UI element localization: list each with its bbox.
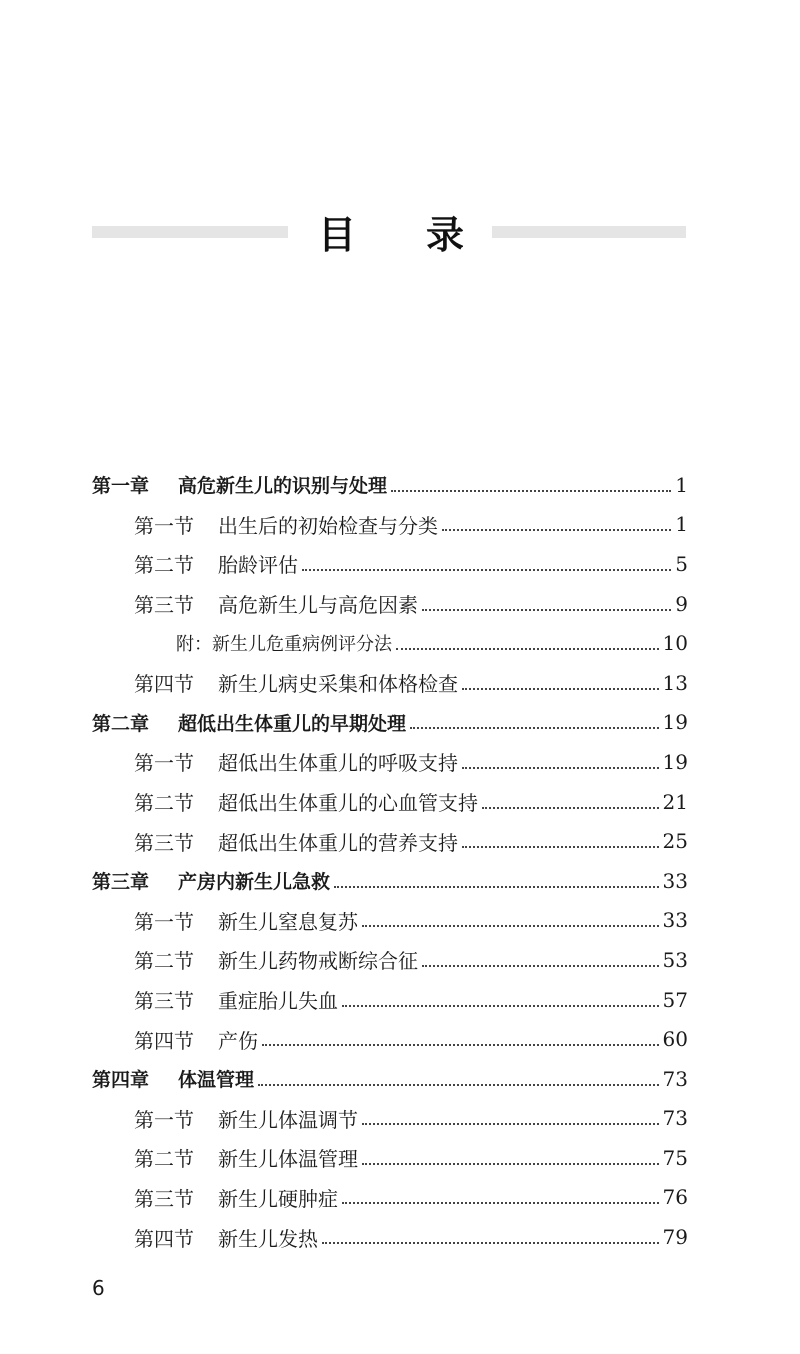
toc-entry-title: 新生儿窒息复苏 <box>218 909 358 934</box>
toc-leader-dots <box>462 846 659 848</box>
toc-entry-page: 33 <box>662 908 688 933</box>
toc-entry-section[interactable] <box>92 663 688 703</box>
toc-entry-title: 出生后的初始检查与分类 <box>218 513 438 538</box>
toc-entry-number: 第四章 <box>92 1069 150 1092</box>
title-bar-right <box>492 226 686 238</box>
toc-leader-dots <box>462 767 659 769</box>
toc-entry-title: 胎龄评估 <box>218 553 298 578</box>
toc-entry-page: 33 <box>662 868 688 893</box>
toc-entry-number: 第一章 <box>92 475 150 498</box>
toc-entry-number: 第三节 <box>134 1186 194 1211</box>
toc-entry-title: 重症胎儿失血 <box>218 989 338 1014</box>
toc-entry-section[interactable] <box>92 782 688 822</box>
toc-entry-number: 第三节 <box>134 593 194 618</box>
toc-entry-section[interactable] <box>92 1138 688 1178</box>
toc-title <box>92 205 686 257</box>
toc-entry-title: 新生儿体温管理 <box>218 1147 358 1172</box>
toc-entry-page: 60 <box>662 1027 688 1052</box>
toc-leader-dots <box>396 648 659 650</box>
toc-entry-page: 19 <box>662 710 688 735</box>
toc-entry-section[interactable] <box>92 505 688 545</box>
toc-entry-page: 53 <box>662 947 688 972</box>
toc-entry-section[interactable] <box>92 821 688 861</box>
toc-entry-title: 超低出生体重儿的心血管支持 <box>218 791 478 816</box>
toc-entry-number: 第四节 <box>134 1226 194 1251</box>
toc-entry-page: 73 <box>662 1106 688 1131</box>
toc-entry-section[interactable] <box>92 940 688 980</box>
toc-entry-title: 高危新生儿的识别与处理 <box>178 475 388 498</box>
toc-leader-dots <box>362 1123 659 1125</box>
toc-leader-dots <box>410 727 659 729</box>
toc-entry-page: 13 <box>662 670 688 695</box>
toc-entry-number: 第一节 <box>134 751 194 776</box>
toc-entry-title: 新生儿发热 <box>218 1226 318 1251</box>
toc-leader-dots <box>482 807 659 809</box>
toc-entry-section[interactable] <box>92 1178 688 1218</box>
toc-entry-section[interactable] <box>92 980 688 1020</box>
toc-entry-page: 5 <box>675 551 688 576</box>
toc-entry-chapter[interactable] <box>92 465 688 505</box>
toc-entry-section[interactable] <box>92 742 688 782</box>
toc-entry-number: 第二章 <box>92 712 150 735</box>
toc-entry-page: 1 <box>675 512 688 537</box>
toc-entry-title: 体温管理 <box>178 1069 255 1092</box>
toc-entry-title: 高危新生儿与高危因素 <box>218 593 418 618</box>
toc-entry-title: 超低出生体重儿的呼吸支持 <box>218 751 458 776</box>
toc-entry-number: 第二节 <box>134 791 194 816</box>
toc-leader-dots <box>342 1202 659 1204</box>
toc-entry-page: 73 <box>662 1066 688 1091</box>
toc-leader-dots <box>302 569 671 571</box>
toc-entry-page: 75 <box>662 1145 688 1170</box>
toc-entry-title: 产房内新生儿急救 <box>178 871 331 894</box>
toc-entry-number: 第二节 <box>134 1147 194 1172</box>
toc-entry-page: 25 <box>662 829 688 854</box>
toc-entry-appendix[interactable] <box>92 623 688 663</box>
toc-entry-chapter[interactable] <box>92 1059 688 1099</box>
toc-leader-dots <box>462 688 659 690</box>
toc-leader-dots <box>258 1084 659 1086</box>
toc-entry-page: 76 <box>662 1185 688 1210</box>
toc-entry-number: 第三章 <box>92 871 150 894</box>
toc-leader-dots <box>322 1242 659 1244</box>
toc-leader-dots <box>342 1005 659 1007</box>
toc-leader-dots <box>391 490 671 492</box>
toc-entry-section[interactable] <box>92 584 688 624</box>
toc-entry-chapter[interactable] <box>92 861 688 901</box>
toc-entry-page: 19 <box>662 749 688 774</box>
toc-entry-number: 第二节 <box>134 949 194 974</box>
page-number: 6 <box>92 1276 105 1300</box>
toc-entry-title: 新生儿体温调节 <box>218 1107 358 1132</box>
toc-leader-dots <box>262 1044 659 1046</box>
toc-leader-dots <box>422 965 659 967</box>
toc-entry-number: 第二节 <box>134 553 194 578</box>
toc-entry-section[interactable] <box>92 1019 688 1059</box>
toc-entry-number: 第四节 <box>134 672 194 697</box>
toc-entry-page: 57 <box>662 987 688 1012</box>
toc-leader-dots <box>362 1163 659 1165</box>
toc-entry-page: 79 <box>662 1225 688 1250</box>
page-title <box>318 205 464 257</box>
toc-entry-number: 第三节 <box>134 989 194 1014</box>
toc-entry-section[interactable] <box>92 901 688 941</box>
toc-leader-dots <box>362 925 659 927</box>
toc-entry-number: 第一节 <box>134 513 194 538</box>
toc-entry-number: 第三节 <box>134 830 194 855</box>
toc-entry-chapter[interactable] <box>92 703 688 743</box>
toc-entry-page: 10 <box>662 631 688 656</box>
toc-entry-title: 附：新生儿危重病例评分法 <box>176 634 392 656</box>
table-of-contents <box>92 465 688 1257</box>
title-bar-left <box>92 226 288 238</box>
toc-entry-title: 超低出生体重儿的营养支持 <box>218 830 458 855</box>
toc-entry-section[interactable] <box>92 1099 688 1139</box>
toc-entry-page: 9 <box>675 591 688 616</box>
toc-entry-title: 产伤 <box>218 1028 258 1053</box>
toc-entry-number: 第一节 <box>134 909 194 934</box>
toc-entry-page: 1 <box>675 472 688 497</box>
toc-leader-dots <box>442 529 671 531</box>
toc-entry-number: 第四节 <box>134 1028 194 1053</box>
title-char-1: 目 <box>318 212 357 257</box>
toc-entry-title: 新生儿药物戒断综合征 <box>218 949 418 974</box>
toc-entry-title: 新生儿硬肿症 <box>218 1186 338 1211</box>
toc-leader-dots <box>422 609 671 611</box>
toc-entry-title: 超低出生体重儿的早期处理 <box>178 712 407 735</box>
toc-leader-dots <box>334 886 659 888</box>
toc-entry-number: 第一节 <box>134 1107 194 1132</box>
toc-entry-section[interactable] <box>92 544 688 584</box>
title-char-2: 录 <box>425 212 464 257</box>
toc-entry-section[interactable] <box>92 1217 688 1257</box>
toc-entry-title: 新生儿病史采集和体格检查 <box>218 672 458 697</box>
toc-entry-page: 21 <box>662 789 688 814</box>
